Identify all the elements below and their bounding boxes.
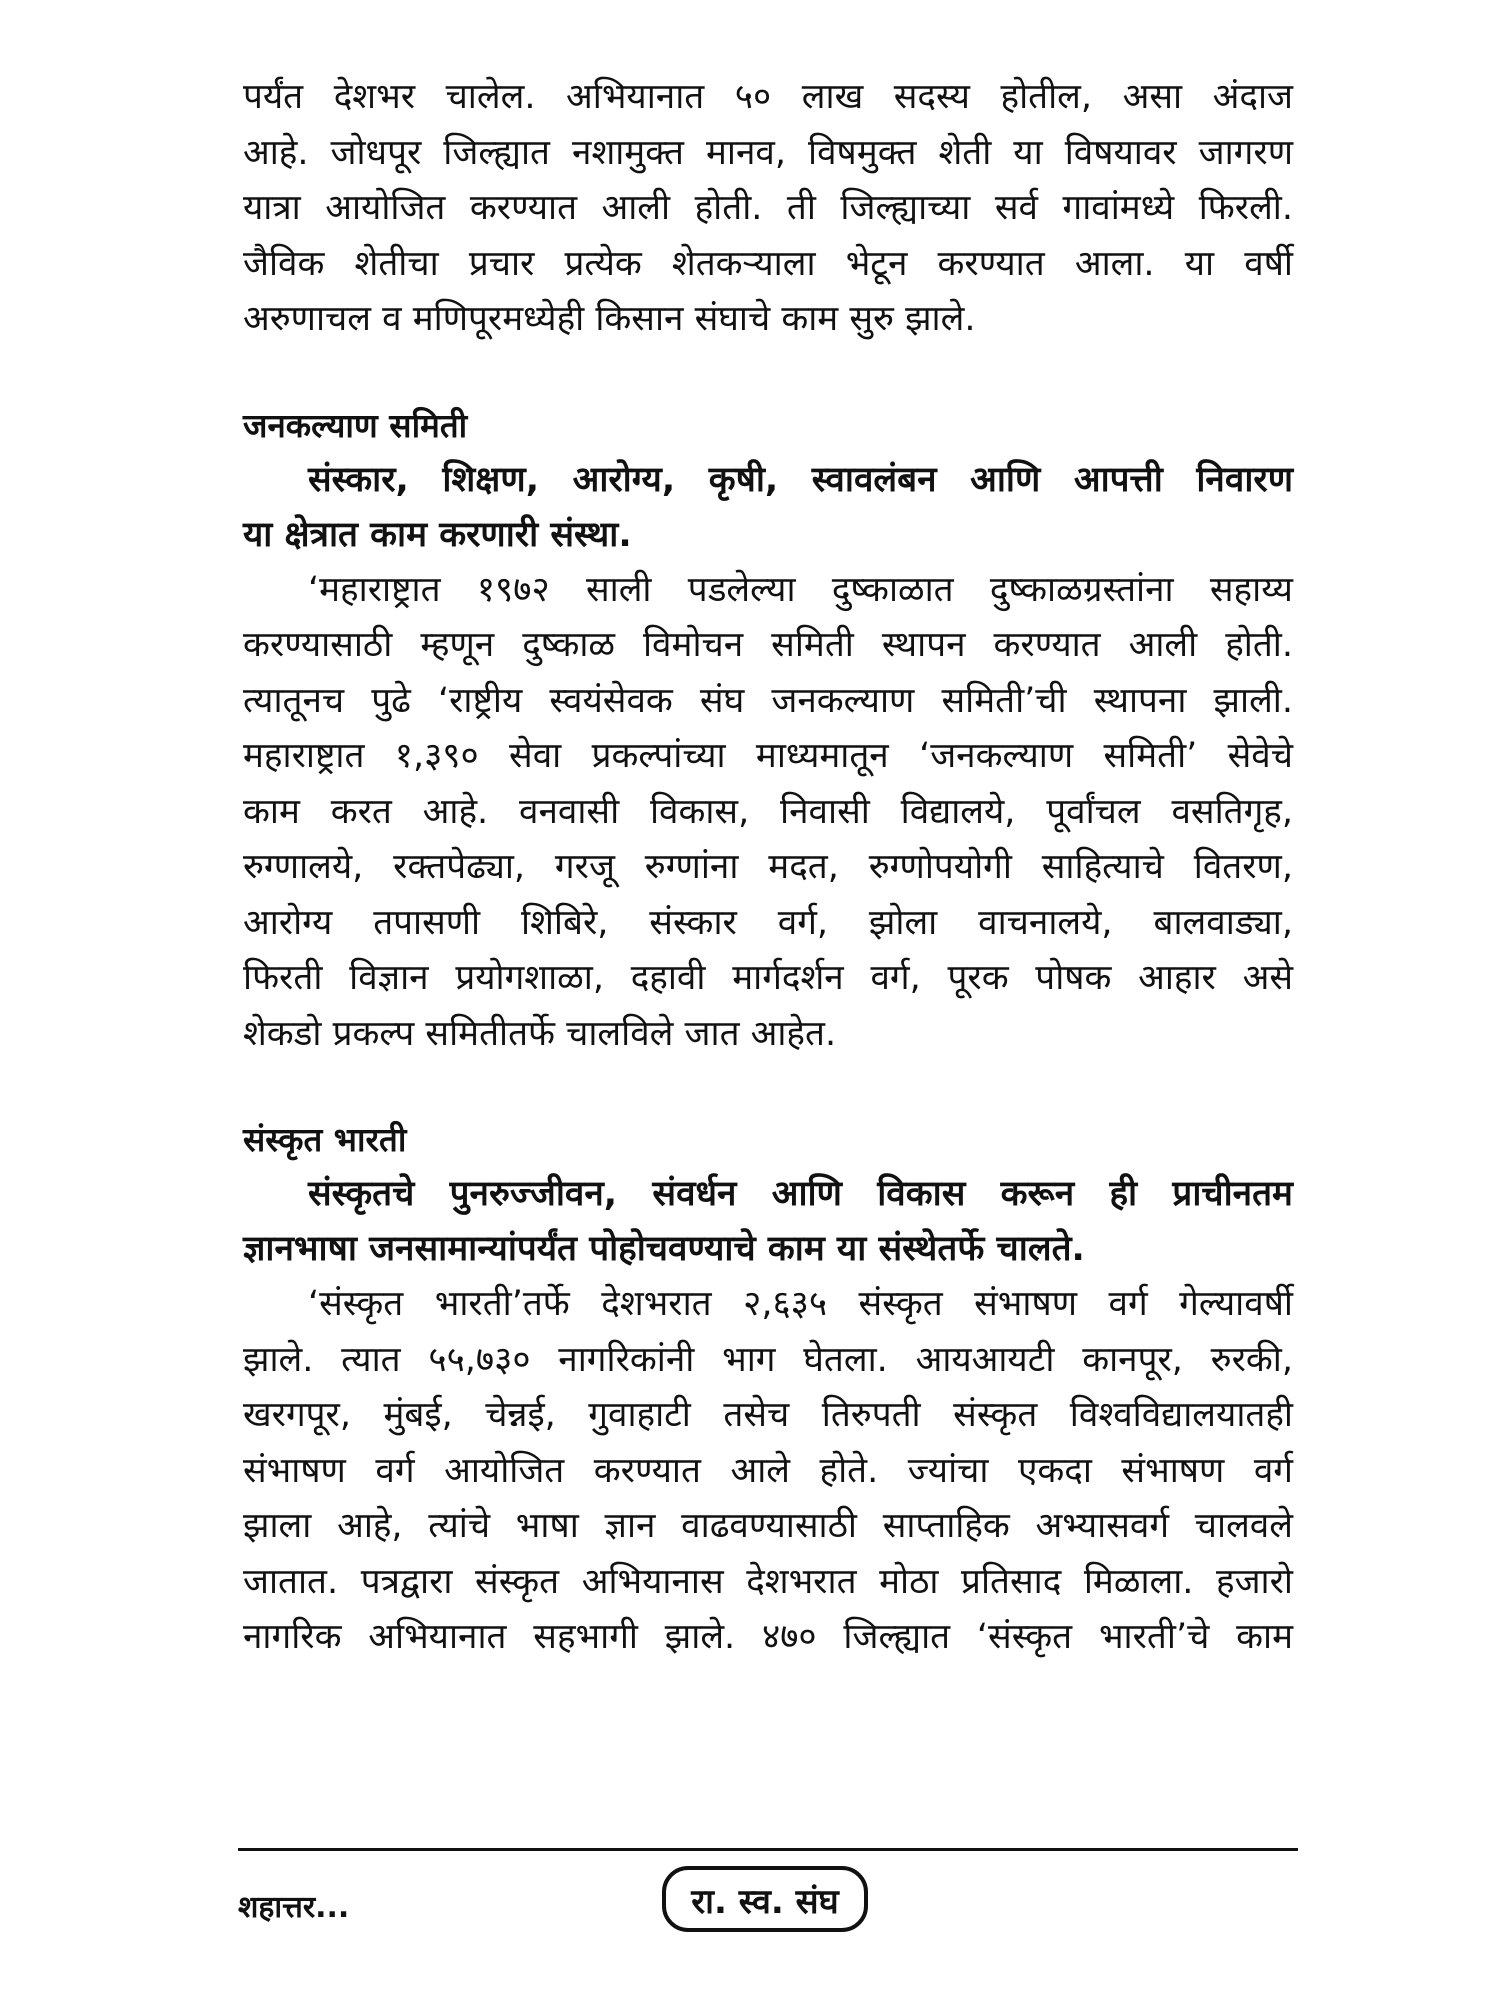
text-line: रुग्णालये, रक्तपेढ्या, गरजू रुग्णांना मदत, रुग्णोपयोगी साहित्याचे वितरण, xyxy=(243,847,1293,887)
section-body-sanskrit-bharati xyxy=(243,1277,1293,1666)
text-line: ‘महाराष्ट्रात १९७२ साली पडलेल्या दुष्काळात दुष्काळग्रस्तांना सहाय्य xyxy=(308,569,1293,610)
section-heading-jankalyan: जनकल्याण समिती xyxy=(243,405,468,445)
footer-divider xyxy=(238,1848,1298,1851)
tagline-line: या क्षेत्रात काम करणारी संस्था. xyxy=(243,514,632,555)
text-line: संभाषण वर्ग आयोजित करण्यात आले होते. ज्यांचा एकदा संभाषण वर्ग xyxy=(243,1450,1293,1491)
text-line: त्यातूनच पुढे ‘राष्ट्रीय स्वयंसेवक संघ जनकल्याण समिती’ची स्थापना झाली. xyxy=(243,680,1293,721)
section-heading-sanskrit-bharati: संस्कृत भारती xyxy=(243,1120,407,1159)
text-line: पर्यंत देशभर चालेल. अभियानात ५० लाख सदस्य होतील, असा अंदाज xyxy=(243,77,1293,117)
section-body-jankalyan xyxy=(243,563,1293,1063)
footer-badge: रा. स्व. संघ xyxy=(662,1866,868,1932)
text-line: जातात. पत्रद्वारा संस्कृत अभियानास देशभरात मोठा प्रतिसाद मिळाला. हजारो xyxy=(243,1561,1293,1602)
text-line: नागरिक अभियानात सहभागी झाले. ४७० जिल्ह्यात ‘संस्कृत भारती’चे काम xyxy=(243,1617,1293,1657)
text-line: शेकडो प्रकल्प समितीतर्फे चालविले जात आहेत. xyxy=(243,1013,837,1054)
page-number-label: शहात्तर... xyxy=(238,1890,350,1925)
text-line: आरोग्य तपासणी शिबिरे, संस्कार वर्ग, झोला वाचनालये, बालवाड्या, xyxy=(243,902,1293,943)
tagline-line: संस्कार, शिक्षण, आरोग्य, कृषी, स्वावलंबन आणि आपत्ती निवारण xyxy=(308,459,1293,500)
text-line: करण्यासाठी म्हणून दुष्काळ विमोचन समिती स्थापन करण्यात आली होती. xyxy=(243,625,1293,665)
text-line: अरुणाचल व मणिपूरमध्येही किसान संघाचे काम सुरु झाले. xyxy=(243,299,976,339)
text-line: फिरती विज्ञान प्रयोगशाळा, दहावी मार्गदर्शन वर्ग, पूरक पोषक आहार असे xyxy=(243,958,1293,998)
text-line: महाराष्ट्रात १,३९० सेवा प्रकल्पांच्या माध्यमातून ‘जनकल्याण समिती’ सेवेचे xyxy=(243,736,1293,776)
text-line: यात्रा आयोजित करण्यात आली होती. ती जिल्ह्याच्या सर्व गावांमध्ये फिरली. xyxy=(243,188,1293,228)
text-line: ‘संस्कृत भारती’तर्फे देशभरात २,६३५ संस्कृत संभाषण वर्ग गेल्यावर्षी xyxy=(308,1284,1293,1324)
page-content xyxy=(243,70,1293,1666)
tagline-line: संस्कृतचे पुनरुज्जीवन, संवर्धन आणि विकास करून ही प्राचीनतम xyxy=(308,1174,1293,1214)
text-line: झाला आहे, त्यांचे भाषा ज्ञान वाढवण्यासाठी साप्ताहिक अभ्यासवर्ग चालवले xyxy=(243,1506,1293,1546)
section-tagline-jankalyan xyxy=(243,453,1293,563)
intro-paragraph xyxy=(243,70,1293,348)
text-line: आहे. जोधपूर जिल्ह्यात नशामुक्त मानव, विषमुक्त शेती या विषयावर जागरण xyxy=(243,132,1293,173)
section-tagline-sanskrit-bharati xyxy=(243,1167,1293,1277)
text-line: खरगपूर, मुंबई, चेन्नई, गुवाहाटी तसेच तिरुपती संस्कृत विश्वविद्यालयातही xyxy=(243,1395,1293,1435)
text-line: झाले. त्यात ५५,७३० नागरिकांनी भाग घेतला. आयआयटी कानपूर, रुरकी, xyxy=(243,1339,1293,1380)
text-line: काम करत आहे. वनवासी विकास, निवासी विद्यालये, पूर्वांचल वसतिगृह, xyxy=(243,791,1293,832)
tagline-line: ज्ञानभाषा जनसामान्यांपर्यंत पोहोचवण्याचे काम या संस्थेतर्फे चालते. xyxy=(243,1229,1085,1269)
text-line: जैविक शेतीचा प्रचार प्रत्येक शेतकऱ्याला भेटून करण्यात आला. या वर्षी xyxy=(243,243,1293,284)
